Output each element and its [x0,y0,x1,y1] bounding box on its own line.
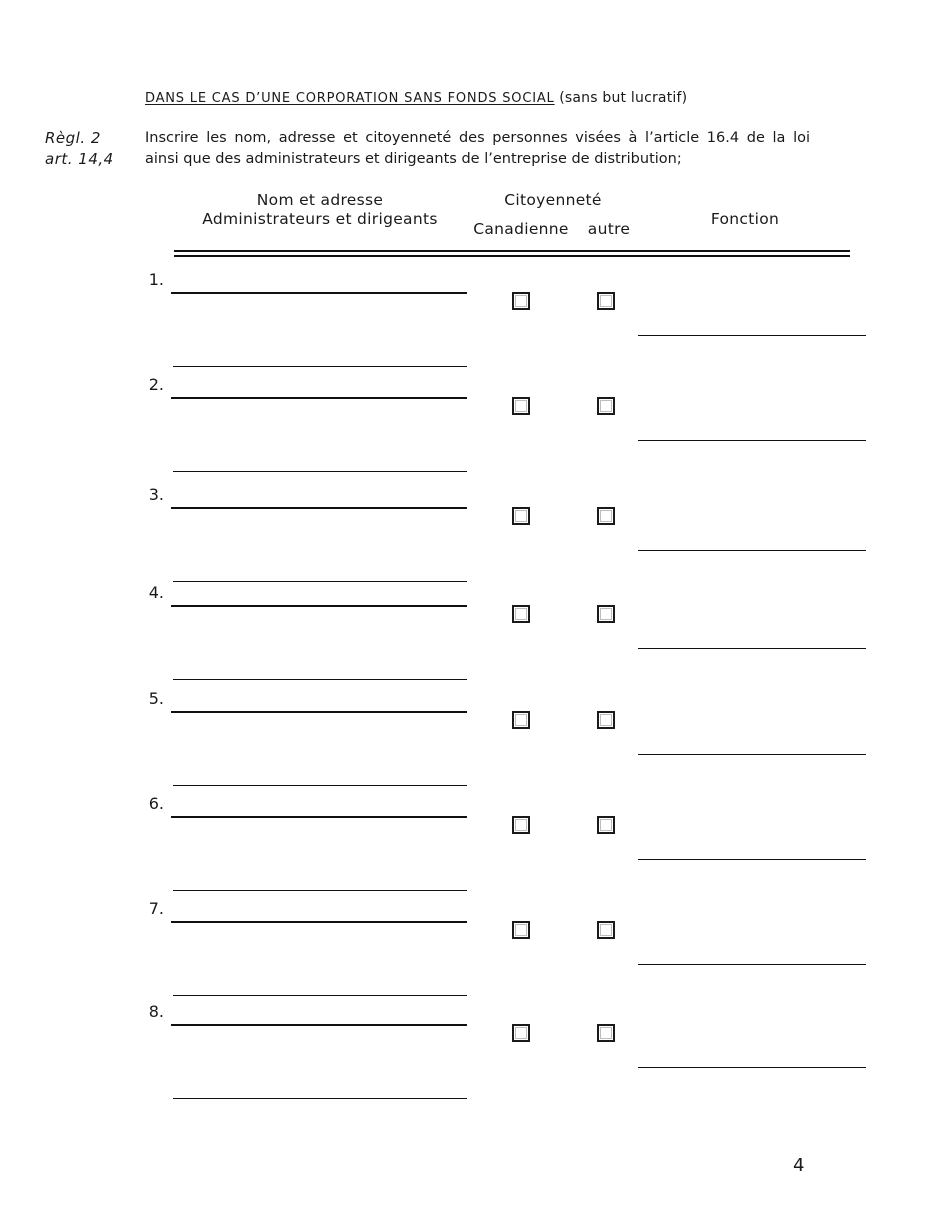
canadian-checkbox-4[interactable] [512,605,530,623]
name-line-7[interactable] [171,921,467,923]
canadian-checkbox-7[interactable] [512,921,530,939]
canadian-checkbox-3[interactable] [512,507,530,525]
instructions-line-2: ainsi que des administrateurs et dirigeants de l’entreprise de distribution; [145,151,682,167]
other-checkbox-7[interactable] [597,921,615,939]
function-line-6[interactable] [638,859,866,860]
header-rule-bottom [174,255,850,257]
function-line-8[interactable] [638,1067,866,1068]
canadian-checkbox-8[interactable] [512,1024,530,1042]
header-other: autre [587,220,631,238]
canadian-checkbox-6[interactable] [512,816,530,834]
name-line-8[interactable] [171,1024,467,1026]
page-number: 4 [793,1155,805,1176]
other-checkbox-4[interactable] [597,605,615,623]
row-number: 4. [148,583,164,602]
name-line-2[interactable] [171,397,467,399]
canadian-checkbox-2[interactable] [512,397,530,415]
instructions-line-1: Inscrire les nom, adresse et citoyenneté des personnes visées à l’article 16.4 de la loi [145,130,810,146]
header-name-line-2: Administrateurs et dirigeants [202,210,438,228]
other-checkbox-2[interactable] [597,397,615,415]
address-line-5[interactable] [173,785,467,786]
row-number: 8. [148,1002,164,1021]
canadian-checkbox-5[interactable] [512,711,530,729]
address-line-7[interactable] [173,995,467,996]
regulation-reference [45,128,114,170]
other-checkbox-8[interactable] [597,1024,615,1042]
row-number: 7. [148,899,164,918]
row-number: 1. [148,270,164,289]
row-number: 2. [148,375,164,394]
name-line-5[interactable] [171,711,467,713]
other-checkbox-6[interactable] [597,816,615,834]
other-checkbox-1[interactable] [597,292,615,310]
name-line-6[interactable] [171,816,467,818]
canadian-checkbox-1[interactable] [512,292,530,310]
header-rule-top [174,250,850,252]
other-checkbox-5[interactable] [597,711,615,729]
address-line-2[interactable] [173,471,467,472]
instructions [145,128,810,170]
header-name-line-1: Nom et adresse [256,191,384,209]
name-line-1[interactable] [171,292,467,294]
function-line-7[interactable] [638,964,866,965]
heading-underlined: DANS LE CAS D’UNE CORPORATION SANS FONDS SOCIAL [145,91,555,106]
header-function: Fonction [710,210,780,228]
header-name [170,191,470,228]
reference-line-1: Règl. 2 [45,129,101,147]
other-checkbox-3[interactable] [597,507,615,525]
address-line-1[interactable] [173,366,467,367]
row-number: 5. [148,689,164,708]
function-line-3[interactable] [638,550,866,551]
function-line-5[interactable] [638,754,866,755]
function-line-2[interactable] [638,440,866,441]
heading-qualifier: (sans but lucratif) [559,90,688,106]
function-line-4[interactable] [638,648,866,649]
address-line-4[interactable] [173,679,467,680]
header-citizenship: Citoyenneté [504,191,602,209]
reference-line-2: art. 14,4 [45,150,114,168]
address-line-6[interactable] [173,890,467,891]
header-canadian: Canadienne [473,220,569,238]
row-number: 6. [148,794,164,813]
function-line-1[interactable] [638,335,866,336]
row-number: 3. [148,485,164,504]
name-line-3[interactable] [171,507,467,509]
section-heading [145,90,687,106]
address-line-8[interactable] [173,1098,467,1099]
address-line-3[interactable] [173,581,467,582]
name-line-4[interactable] [171,605,467,607]
